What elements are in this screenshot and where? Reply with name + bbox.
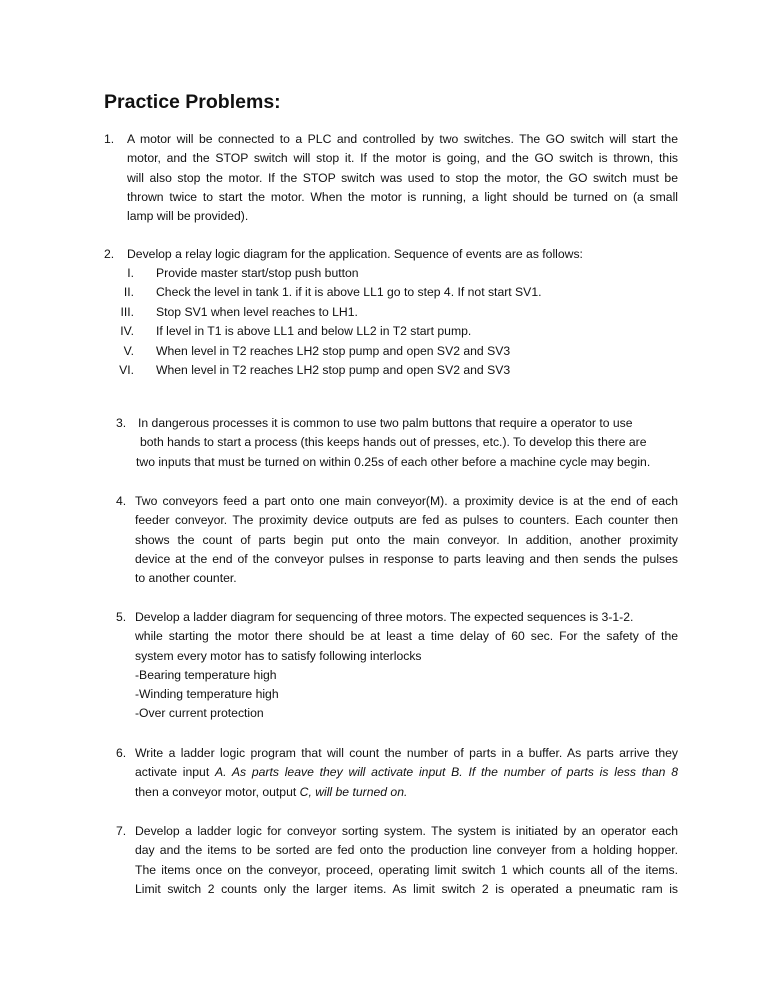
problem-text-line: shows the count of parts begin put onto the main conveyor. In addition, another proximity: [135, 532, 678, 547]
step-text: Provide master start/stop push button: [156, 266, 359, 280]
problem-text-line: day and the items to be sorted are fed onto the production line conveyer from a holding hopper.: [135, 843, 678, 858]
problem-7: [116, 822, 678, 899]
problem-text-line: -Winding temperature high: [135, 687, 279, 702]
step-number: V.: [123, 343, 134, 358]
step-number: IV.: [120, 324, 134, 339]
problem-text-line: device at the end of the conveyor pulses in response to parts leaving and then sends the pulses: [135, 551, 678, 566]
problem-text-line: two inputs that must be turned on within 0.25s of each other before a machine cycle may begin.: [136, 454, 651, 469]
problem-text-line: -Bearing temperature high: [135, 667, 277, 682]
list-item: [104, 264, 678, 283]
problem-number: 4.: [116, 494, 127, 508]
italic-text-run: C, will be turned on.: [299, 784, 408, 799]
problem-text-line: both hands to start a process (this keeps hands out of presses, etc.). To develop this there are: [140, 435, 647, 450]
step-text: Check the level in tank 1. if it is above LL1 go to step 4. If not start SV1.: [156, 285, 542, 300]
problem-1: [104, 130, 678, 226]
list-item: [104, 303, 678, 322]
step-number: I.: [127, 266, 134, 280]
problem-number: 5.: [116, 610, 127, 624]
problem-text-line: [135, 763, 678, 782]
problem-number: 6.: [116, 746, 127, 760]
problem-text-line: thrown twice to start the motor. When the motor is running, a light should be turned on (a small: [127, 189, 678, 204]
problem-3: [116, 414, 680, 472]
problem-text-line: system every motor has to satisfy following interlocks: [135, 648, 422, 663]
italic-text-run: A. As parts leave they will activate input B. If the number of parts is less than 8: [215, 765, 678, 780]
problem-text-line: will also stop the motor. If the STOP switch was used to stop the motor, the GO switch must be: [127, 170, 678, 185]
problem-text-line: -Over current protection: [135, 706, 264, 721]
problem-text-line: The items once on the conveyor, proceed, operating limit switch 1 which counts all of the items.: [135, 862, 678, 877]
problem-text-line: Develop a ladder logic for conveyor sorting system. The system is initiated by an operator each: [135, 824, 678, 838]
step-text: If level in T1 is above LL1 and below LL2 in T2 start pump.: [156, 324, 472, 339]
step-number: III.: [120, 304, 134, 319]
list-item: [104, 283, 678, 302]
problem-number: 2.: [104, 247, 115, 261]
list-item: [104, 361, 678, 380]
step-text: Stop SV1 when level reaches to LH1.: [156, 304, 358, 319]
problem-number: 7.: [116, 824, 127, 838]
problem-5: [116, 608, 678, 724]
list-item: [104, 322, 678, 341]
problem-number: 1.: [104, 132, 115, 146]
problem-text-line: while starting the motor there should be at least a time delay of 60 sec. For the safety of the: [135, 629, 678, 644]
text-run: then a conveyor motor, output: [135, 784, 300, 799]
problem-2: [104, 245, 678, 264]
step-number: VI.: [119, 362, 134, 377]
step-text: When level in T2 reaches LH2 stop pump and open SV2 and SV3: [156, 343, 511, 358]
list-item: [104, 342, 678, 361]
problem-text-line: feeder conveyor. The proximity device outputs are fed as pulses to counters. Each counter then: [135, 513, 678, 528]
step-number: II.: [123, 285, 134, 300]
problem-text-line: to another counter.: [135, 571, 237, 586]
text-run: activate input: [135, 765, 215, 780]
problem-text-line: Two conveyors feed a part onto one main conveyor(M). a proximity device is at the end of each: [135, 494, 678, 508]
problem-text-line: [135, 783, 678, 802]
step-text: When level in T2 reaches LH2 stop pump and open SV2 and SV3: [156, 362, 511, 377]
problem-text-line: Limit switch 2 counts only the larger items. As limit switch 2 is operated a pneumatic ram is: [135, 881, 678, 896]
problem-text-line: In dangerous processes it is common to use two palm buttons that require a operator to use: [138, 416, 633, 430]
problem-text-line: A motor will be connected to a PLC and controlled by two switches. The GO switch will start the: [127, 132, 678, 146]
page-title: Practice Problems:: [104, 91, 281, 113]
problem-text-line: lamp will be provided).: [127, 209, 249, 224]
problem-text-line: motor, and the STOP switch will stop it. If the motor is going, and the GO switch is thrown, this: [127, 151, 678, 166]
problem-number: 3.: [116, 416, 127, 430]
problem-text-line: Write a ladder logic program that will count the number of parts in a buffer. As parts arrive they: [135, 746, 678, 760]
sequence-steps-list: [104, 264, 678, 380]
problem-6: [116, 744, 678, 802]
problem-text-line: Develop a relay logic diagram for the application. Sequence of events are as follows:: [127, 247, 583, 261]
problem-text-line: Develop a ladder diagram for sequencing of three motors. The expected sequences is 3-1-2.: [135, 610, 634, 624]
problem-4: [116, 492, 678, 588]
